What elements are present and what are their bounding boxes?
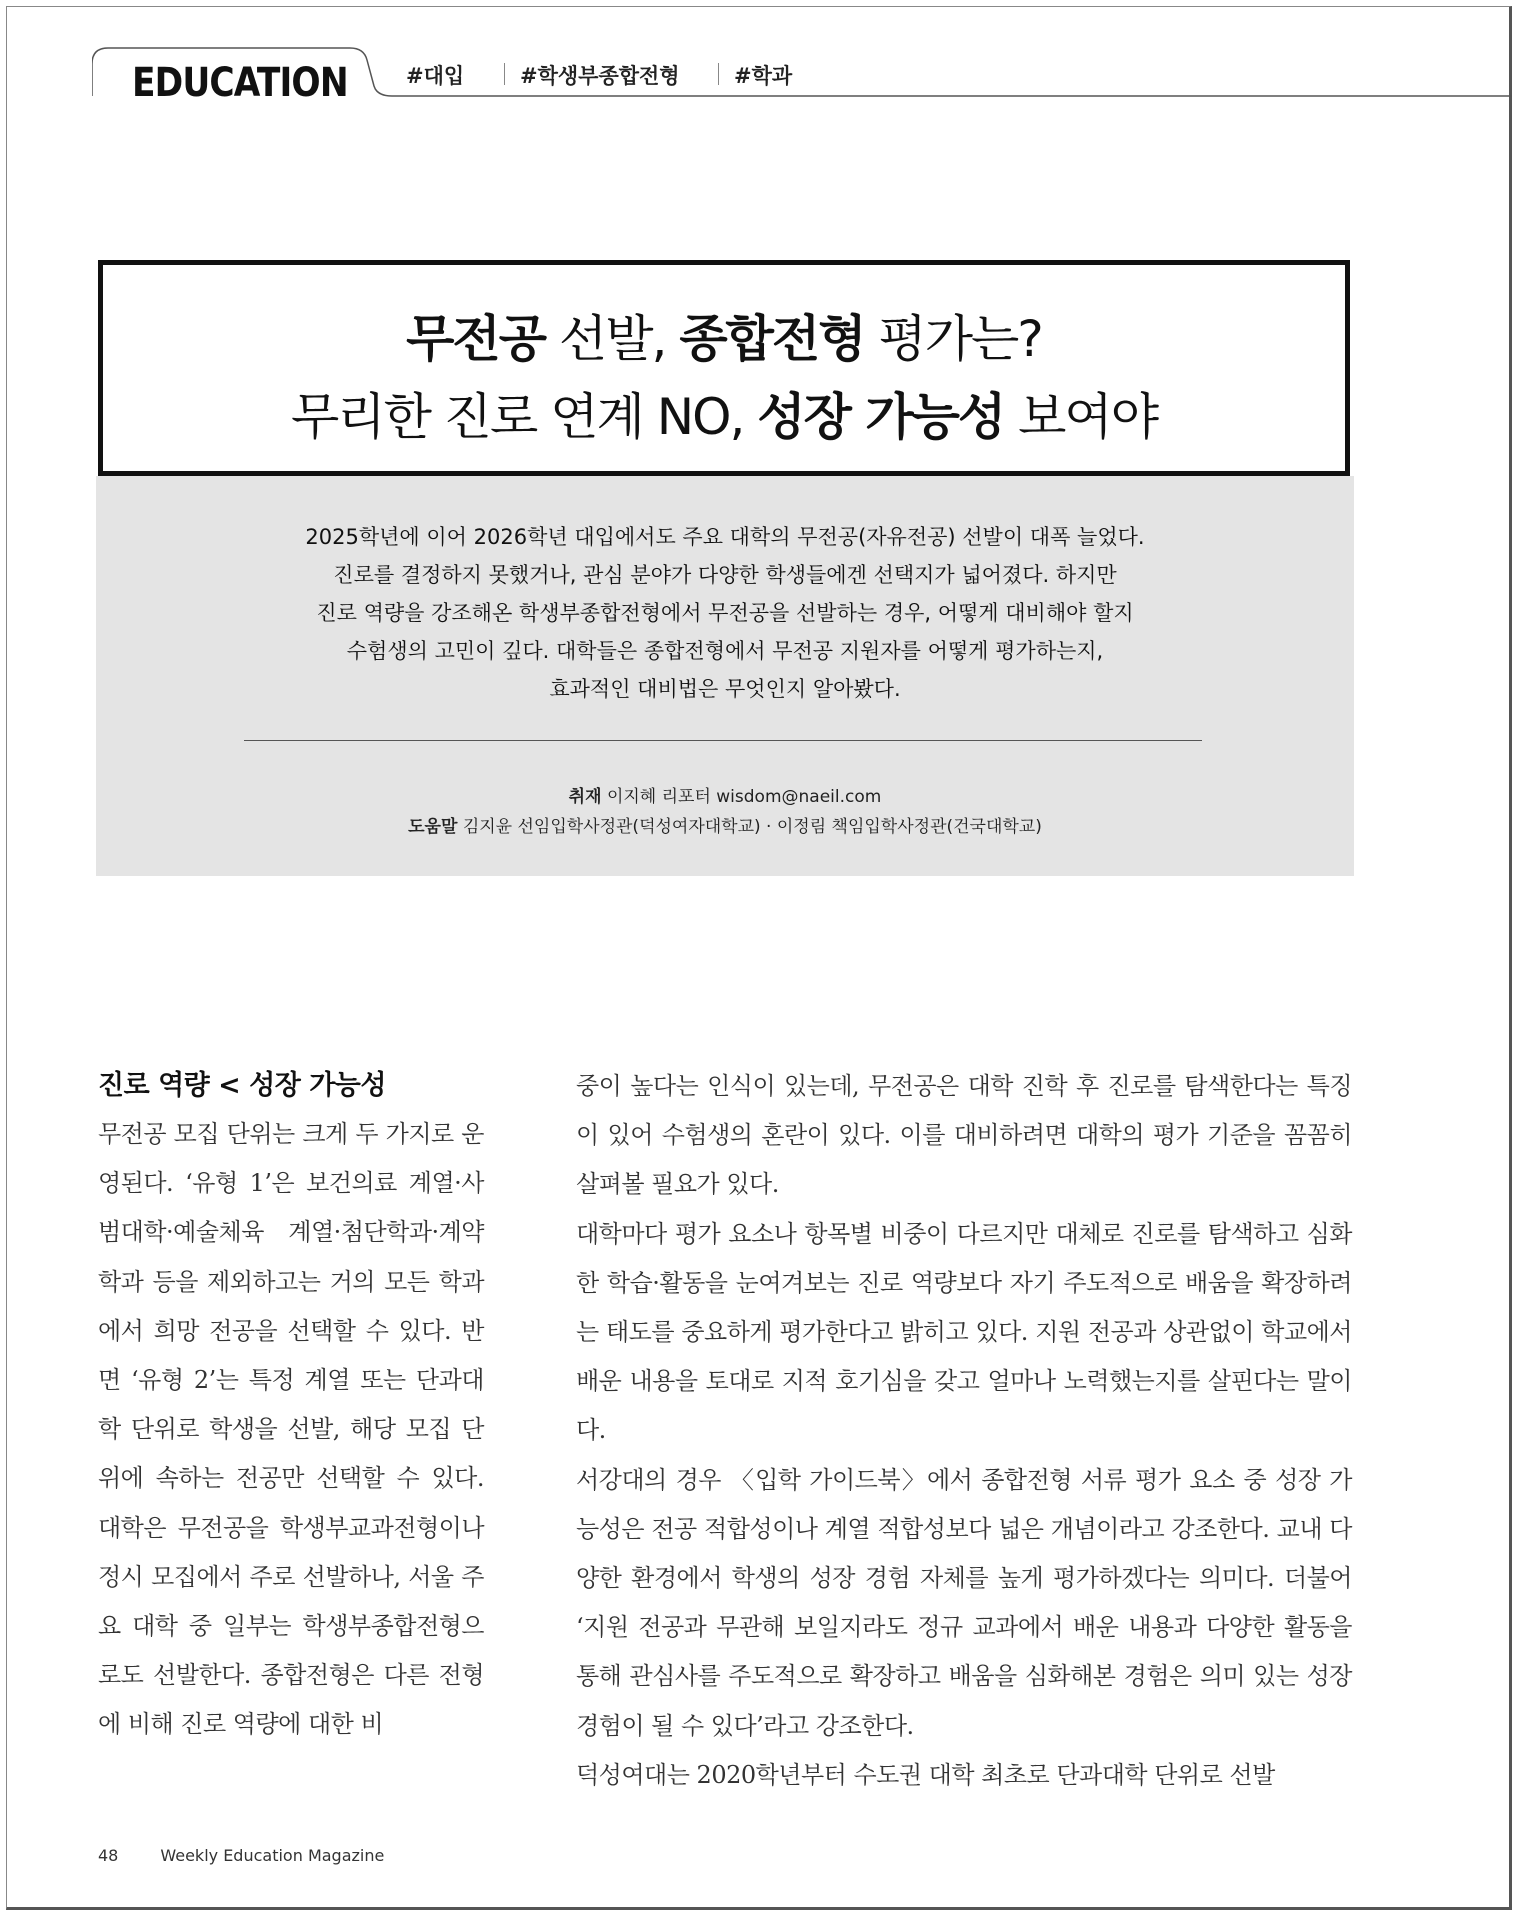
tag-comprehensive: #학생부종합전형 [520,64,680,88]
headline-light: 보여야 [1004,388,1158,446]
section-label: EDUCATION [132,60,348,106]
reporter-label: 취재 [568,787,602,807]
tag-admission: #대입 [406,64,465,88]
lede-line: 진로를 결정하지 못했거나, 관심 분야가 다양한 학생들에겐 선택지가 넓어졌다. 하지만 [333,563,1117,587]
magazine-name: Weekly Education Magazine [160,1846,385,1865]
right-body-text [576,1062,1352,1800]
lede-line: 2025학년에 이어 2026학년 대입에서도 주요 대학의 무전공(자유전공) 선발이 대폭 늘었다. [305,525,1145,549]
left-body-text: 무전공 모집 단위는 크게 두 가지로 운영된다. ‘유형 1’은 보건의료 계열·사범대학·예술체육 계열·첨단학과·계약학과 등을 제외하고는 거의 모든 학과에서 희망 전공을 선택할 수 있다. 반면 ‘유형 2’는 특정 계열 또는 단과대학 단위로 학생을 선발, 해당 모집 단위에 속하는 전공만 선택할 수 있다. 대학은 무전공을 학생부교과전형이나 정시 모집에서 주로 선발하나, 서울 주요 대학 중 일부는 학생부종합전형으로도 선발한다. 종합전형은 다른 전형에 비해 진로 역량에 대한 비 [98,1120,484,1739]
article-right-column [576,1062,1352,1800]
tag-divider [718,63,719,85]
headline-box [98,260,1350,476]
article-paragraph: 대학마다 평가 요소나 항목별 비중이 다르지만 대체로 진로를 탐색하고 심화한 학습·활동을 눈여겨보는 진로 역량보다 자기 주도적으로 배움을 확장하려는 태도를 중요하게 평가한다고 밝히고 있다. 지원 전공과 상관없이 학교에서 배운 내용을 토대로 지적 호기심을 갖고 얼마나 노력했는지를 살핀다는 말이다. [576,1219,1352,1445]
tag-department: #학과 [734,64,793,88]
section-header [92,46,1512,106]
lede-line: 진로 역량을 강조해온 학생부종합전형에서 무전공을 선발하는 경우, 어떻게 대비해야 할지 [316,601,1134,625]
reporter-credit [96,782,1354,812]
lede-box [96,476,1354,876]
headline-bold: 무전공 [406,310,546,368]
lede-divider [244,740,1202,741]
headline-light: 무리한 진로 연계 NO, [290,388,758,446]
headline-bold: 성장 가능성 [757,388,1005,446]
advisor-info: 김지윤 선임입학사정관(덕성여자대학교) · 이정림 책임입학사정관(건국대학교) [462,817,1042,837]
headline-bold: 종합전형 [679,310,865,368]
lede-line: 효과적인 대비법은 무엇인지 알아봤다. [549,677,901,701]
page-number: 48 [98,1846,119,1865]
article-paragraph: 중이 높다는 인식이 있는데, 무전공은 대학 진학 후 진로를 탐색한다는 특징이 있어 수험생의 혼란이 있다. 이를 대비하려면 대학의 평가 기준을 꼼꼼히 살펴볼 필요가 있다. [576,1072,1352,1199]
headline-light: 평가는? [864,310,1042,368]
article-left-column [98,1062,484,1750]
lede-text [136,518,1314,708]
advisor-label: 도움말 [408,817,458,837]
article-paragraph: 서강대의 경우 〈입학 가이드북〉에서 종합전형 서류 평가 요소 중 성장 가능성은 전공 적합성이나 계열 적합성보다 넓은 개념이라고 강조한다. 교내 다양한 환경에서 학생의 성장 경험 자체를 높게 평가하겠다는 의미다. 더불어 ‘지원 전공과 무관해 보일지라도 정규 교과에서 배운 내용과 다양한 활동을 통해 관심사를 주도적으로 확장하고 배움을 심화해본 경험은 의미 있는 성장 경험이 될 수 있다’라고 강조한다. [576,1465,1352,1740]
headline-light: 선발, [545,310,680,368]
article-subheading: 진로 역량 < 성장 가능성 [98,1070,386,1101]
page-footer [98,1846,384,1865]
advisor-credit [96,812,1354,842]
article-paragraph: 덕성여대는 2020학년부터 수도권 대학 최초로 단과대학 단위로 선발 [576,1760,1275,1789]
tag-divider [504,63,505,85]
headline-line-1 [103,299,1345,371]
reporter-info: 이지혜 리포터 wisdom@naeil.com [606,787,882,807]
credits [96,782,1354,842]
lede-line: 수험생의 고민이 깊다. 대학들은 종합전형에서 무전공 지원자를 어떻게 평가하는지, [346,639,1104,663]
headline-line-2 [103,377,1345,449]
